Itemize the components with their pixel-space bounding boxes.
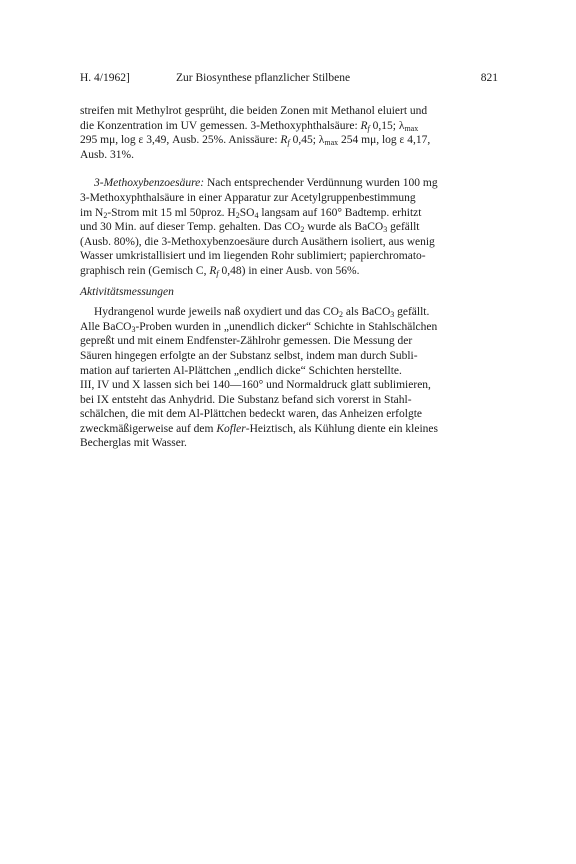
compound-name: 3-Methoxybenzoesäure: <box>94 177 205 190</box>
rf-subscript: f <box>287 138 290 148</box>
text-span: graphisch rein (Gemisch C, <box>80 264 210 277</box>
text-span: gefällt <box>387 221 420 234</box>
subscript: 2 <box>103 210 108 220</box>
rf-symbol: R <box>360 119 368 132</box>
text-span: und 30 Min. auf dieser Temp. gehalten. Das CO <box>80 221 301 234</box>
running-header <box>80 70 498 86</box>
article-body <box>80 104 498 451</box>
subscript: 3 <box>131 324 136 334</box>
text-span: wurde als BaCO <box>304 221 384 234</box>
subscript: 3 <box>390 310 395 320</box>
text-span: (Ausb. 80%), die 3-Methoxybenzoesäure durch Ausäthern isoliert, aus wenig <box>80 235 435 248</box>
text-span: Hydrangenol wurde jeweils naß oxydiert und das CO <box>94 306 339 319</box>
text-line <box>80 176 498 191</box>
rf-subscript: f <box>367 123 370 133</box>
subscript: 2 <box>338 310 343 320</box>
text-line <box>80 133 498 148</box>
text-span: 0,15; λ <box>369 119 405 132</box>
text-line <box>80 104 498 119</box>
text-span: langsam auf 160° Badtemp. erhitzt <box>258 206 422 219</box>
text-line <box>80 378 498 393</box>
rf-symbol: R <box>209 264 217 277</box>
text-span: bei IX entsteht das Anhydrid. Die Substanz befand sich vorerst in Stahl- <box>80 393 412 406</box>
text-span: streifen mit Methylrot gesprüht, die beiden Zonen mit Methanol eluiert und <box>80 105 428 117</box>
text-span: mation auf tarierten Al-Plättchen „endlich dicke“ Schichten herstellte. <box>80 364 402 377</box>
text-line <box>80 249 498 264</box>
text-line <box>80 334 498 349</box>
rf-symbol: R <box>280 134 288 147</box>
text-span: -Proben wurden in „unendlich dicker“ Schichte in Stahlschälchen <box>135 320 438 333</box>
text-span: 0,45; λ <box>289 134 325 147</box>
text-span: III, IV und X lassen sich bei 140—160° und Normaldruck glatt sublimieren, <box>80 379 431 392</box>
text-line <box>80 305 498 320</box>
rf-subscript: f <box>216 268 219 278</box>
text-span: 0,48) in einer Ausb. von 56%. <box>218 264 360 277</box>
text-span: Säuren hingegen erfolgte an der Substanz selbst, indem man durch Subli- <box>80 349 418 362</box>
text-span: als BaCO <box>342 306 391 319</box>
text-span: SO <box>239 206 255 219</box>
text-line <box>80 235 498 250</box>
text-span: die Konzentration im UV gemessen. 3-Methoxyphthalsäure: <box>80 119 361 132</box>
subscript: 2 <box>235 210 240 220</box>
text-line <box>80 206 498 221</box>
text-line <box>80 320 498 335</box>
paragraph-detection <box>80 104 498 162</box>
paragraph-gap <box>80 162 498 176</box>
text-span: 295 mμ, log ε 3,49, Ausb. 25%. Anissäure: <box>80 134 281 147</box>
text-line <box>80 407 498 422</box>
text-span: Alle BaCO <box>80 320 132 333</box>
text-span: Wasser umkristallisiert und im liegenden Rohr sublimiert; papierchromato- <box>80 250 426 263</box>
text-span: -Strom mit 15 ml 50proz. H <box>107 206 236 219</box>
subscript: 2 <box>300 225 305 235</box>
text-span: zweckmäßigerweise auf dem <box>80 422 217 435</box>
text-span: Nach entsprechender Verdünnung wurden 100 mg <box>204 177 438 190</box>
text-span: gepreßt und mit einem Endfenster-Zählrohr gemessen. Die Messung der <box>80 335 413 348</box>
text-span: im N <box>80 206 104 219</box>
running-title: Zur Biosynthese pflanzlicher Stilbene <box>176 72 351 84</box>
subscript: 4 <box>254 210 259 220</box>
text-span: Becherglas mit Wasser. <box>80 437 187 450</box>
text-line <box>80 191 498 206</box>
text-span: gefällt. <box>394 306 430 319</box>
lambda-max-subscript: max <box>324 138 339 148</box>
paragraph-synthesis <box>80 176 498 278</box>
journal-issue: H. 4/1962] <box>80 72 130 84</box>
text-line <box>80 349 498 364</box>
text-span: schälchen, die mit dem Al-Plättchen bedeckt waren, das Anheizen erfolgte <box>80 408 423 421</box>
text-span: 3-Methoxyphthalsäure in einer Apparatur zur Acetylgruppenbestimmung <box>80 191 416 204</box>
text-line <box>80 220 498 235</box>
paragraph-activity <box>80 305 498 451</box>
text-span: 254 mμ, log ε 4,17, <box>338 134 431 147</box>
section-heading: Aktivitätsmessungen <box>80 285 174 298</box>
text-line <box>80 436 498 451</box>
text-span: -Heiztisch, als Kühlung diente ein kleines <box>245 422 438 435</box>
text-span: Ausb. 31%. <box>80 148 134 161</box>
author-name: Kofler <box>216 422 246 435</box>
text-line <box>80 422 498 437</box>
subscript: 3 <box>383 225 388 235</box>
text-line <box>80 148 498 163</box>
text-line <box>80 264 498 279</box>
text-line <box>80 364 498 379</box>
text-line <box>80 393 498 408</box>
lambda-max-subscript: max <box>404 123 419 133</box>
page-number: 821 <box>480 72 498 84</box>
text-line <box>80 119 498 134</box>
